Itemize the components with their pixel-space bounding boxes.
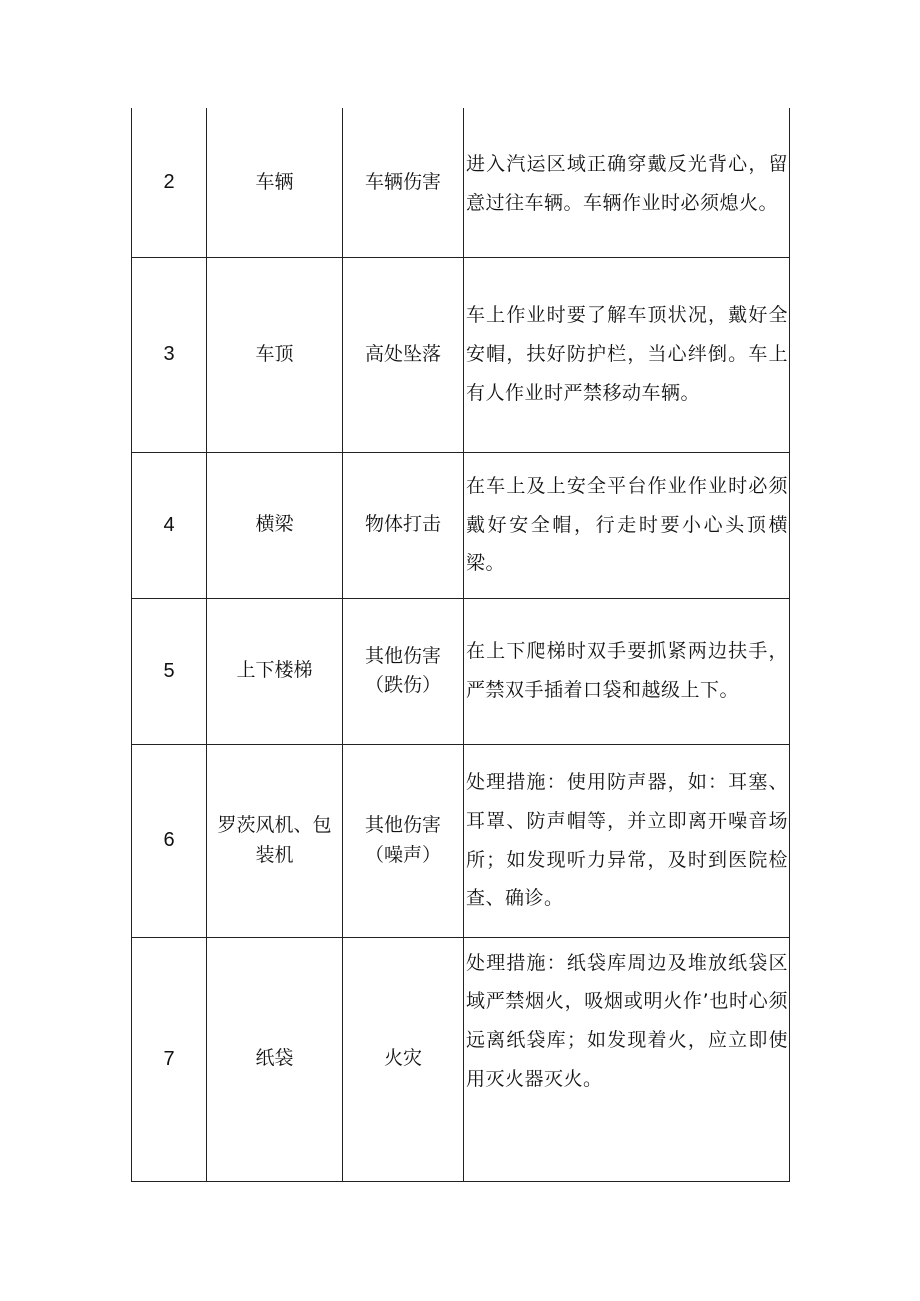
hazard-source-cell bbox=[207, 257, 343, 452]
row-number: 3 bbox=[163, 343, 175, 365]
control-measure: 车上作业时要了解车顶状况，戴好全安帽，扶好防护栏，当心绊倒。车上有人作业时严禁移动车辆。 bbox=[466, 304, 788, 404]
row-number-cell bbox=[132, 108, 207, 257]
hazard-table bbox=[131, 108, 790, 1182]
hazard-type-cell bbox=[343, 108, 464, 257]
hazard-source: 车顶 bbox=[255, 342, 294, 365]
hazard-source: 罗茨风机、包装机 bbox=[217, 814, 332, 866]
table-row bbox=[132, 108, 790, 257]
hazard-source: 横梁 bbox=[255, 513, 294, 536]
row-number: 2 bbox=[163, 170, 175, 193]
row-number: 7 bbox=[163, 1047, 175, 1070]
control-measure-cell bbox=[464, 744, 790, 937]
table-row bbox=[132, 937, 790, 1181]
hazard-type: 车辆伤害 bbox=[364, 170, 441, 193]
hazard-type-cell bbox=[343, 937, 464, 1181]
hazard-type: 其他伤害（跌伤） bbox=[364, 644, 441, 696]
hazard-type: 高处坠落 bbox=[364, 342, 441, 365]
control-measure-cell bbox=[464, 598, 790, 744]
hazard-type-cell bbox=[343, 598, 464, 744]
row-number-cell bbox=[132, 598, 207, 744]
row-number: 5 bbox=[163, 659, 175, 682]
hazard-source-cell bbox=[207, 108, 343, 257]
hazard-type: 物体打击 bbox=[364, 513, 441, 536]
row-number: 6 bbox=[163, 829, 175, 851]
row-number: 4 bbox=[163, 513, 175, 536]
hazard-source-cell bbox=[207, 598, 343, 744]
control-measure-cell bbox=[464, 108, 790, 257]
control-measure: 在上下爬梯时双手要抓紧两边扶手，严禁双手插着口袋和越级上下。 bbox=[466, 640, 788, 701]
hazard-source-cell bbox=[207, 452, 343, 598]
hazard-source: 纸袋 bbox=[255, 1047, 294, 1070]
table-row bbox=[132, 598, 790, 744]
table-row bbox=[132, 452, 790, 598]
row-number-cell bbox=[132, 452, 207, 598]
hazard-source: 车辆 bbox=[255, 170, 294, 193]
control-measure: 处理措施：使用防声器，如：耳塞、耳罩、防声帽等，并立即离开噪音场所；如发现听力异常，及时到医院检查、确诊。 bbox=[466, 770, 788, 910]
row-number-cell bbox=[132, 937, 207, 1181]
row-number-cell bbox=[132, 744, 207, 937]
hazard-source-cell bbox=[207, 937, 343, 1181]
table-row bbox=[132, 744, 790, 937]
hazard-type: 其他伤害（噪声） bbox=[364, 814, 441, 866]
control-measure-cell bbox=[464, 452, 790, 598]
hazard-type-cell bbox=[343, 744, 464, 937]
hazard-type: 火灾 bbox=[383, 1047, 422, 1070]
hazard-type-cell bbox=[343, 257, 464, 452]
row-number-cell bbox=[132, 257, 207, 452]
hazard-source-cell bbox=[207, 744, 343, 937]
hazard-source: 上下楼梯 bbox=[236, 659, 313, 682]
control-measure: 在车上及上安全平台作业作业时必须戴好安全帽，行走时要小心头顶横梁。 bbox=[466, 474, 788, 575]
hazard-type-cell bbox=[343, 452, 464, 598]
control-measure: 处理措施：纸袋库周边及堆放纸袋区域严禁烟火，吸烟或明火作’也时心须远离纸袋库；如发现着火，应立即使用灭火器灭火。 bbox=[466, 951, 788, 1091]
table-row bbox=[132, 257, 790, 452]
control-measure-cell bbox=[464, 257, 790, 452]
control-measure: 进入汽运区域正确穿戴反光背心，留意过往车辆。车辆作业时必须熄火。 bbox=[466, 153, 788, 215]
control-measure-cell bbox=[464, 937, 790, 1181]
